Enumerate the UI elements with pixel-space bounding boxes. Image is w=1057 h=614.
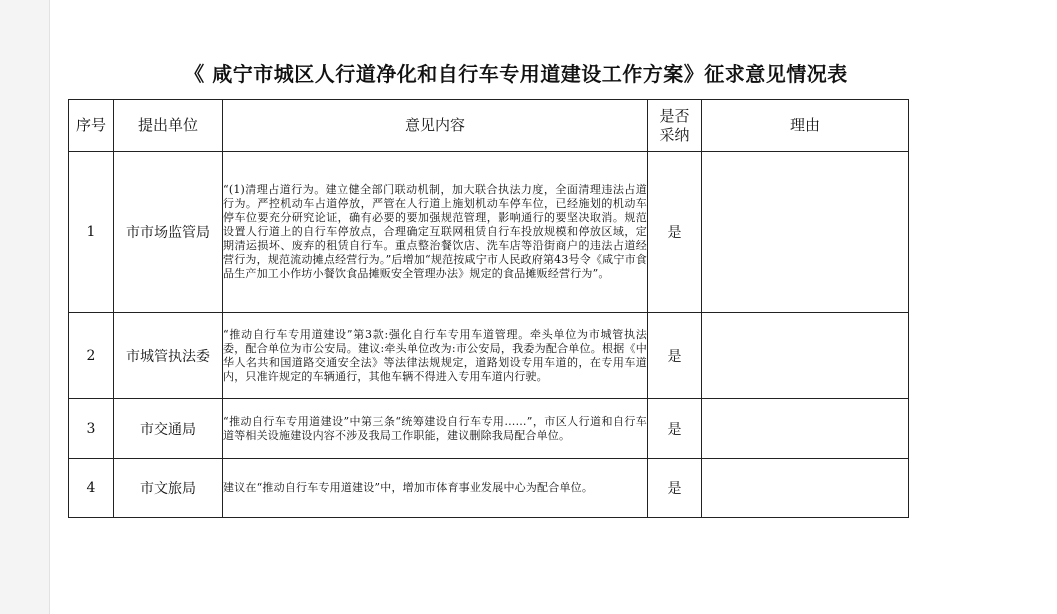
cell-unit: 市文旅局 — [114, 459, 223, 518]
header-adopted-line1: 是否 — [659, 106, 690, 125]
cell-seq: 4 — [69, 459, 114, 518]
cell-unit: 市市场监管局 — [114, 152, 223, 313]
document-title: 《 咸宁市城区人行道净化和自行车专用道建设工作方案》征求意见情况表 — [184, 62, 848, 86]
table-row — [69, 459, 909, 518]
header-content: 意见内容 — [223, 100, 648, 152]
table-row — [69, 152, 909, 313]
cell-unit: 市城管执法委 — [114, 313, 223, 399]
cell-seq: 3 — [69, 399, 114, 459]
header-adopted-line2: 采纳 — [659, 125, 690, 144]
opinions-table — [68, 99, 909, 518]
cell-reason — [702, 399, 909, 459]
cell-reason — [702, 152, 909, 313]
cell-seq: 1 — [69, 152, 114, 313]
cell-unit: 市交通局 — [114, 399, 223, 459]
cell-reason — [702, 313, 909, 399]
header-adopted — [648, 100, 702, 152]
header-unit: 提出单位 — [114, 100, 223, 152]
cell-adopted: 是 — [648, 459, 702, 518]
cell-content: 建议在“推动自行车专用道建设”中，增加市体育事业发展中心为配合单位。 — [223, 459, 648, 518]
header-seq: 序号 — [69, 100, 114, 152]
cell-adopted: 是 — [648, 399, 702, 459]
table-row — [69, 399, 909, 459]
header-reason: 理由 — [702, 100, 909, 152]
cell-adopted: 是 — [648, 313, 702, 399]
cell-adopted: 是 — [648, 152, 702, 313]
cell-content: “推动自行车专用道建设”第3款:强化自行车专用车道管理。牵头单位为市城管执法委，配合单位为市公安局。建议:牵头单位改为:市公安局，我委为配合单位。根据《中华人名共和国道路交通安全法》等法律法规规定，道路划设专用车道的，在专用车道内，只准许规定的车辆通行，其他车辆不得进入专用车道内行驶。 — [223, 313, 648, 399]
table-row — [69, 313, 909, 399]
cell-reason — [702, 459, 909, 518]
viewer-left-gutter — [0, 0, 50, 614]
cell-content: “(1)清理占道行为。建立健全部门联动机制，加大联合执法力度，全面清理违法占道行为。严控机动车占道停放，严管在人行道上施划机动车停车位，已经施划的机动车停车位要充分研究论证，确有必要的要加强规范管理，影响通行的要坚决取消。规范设置人行道上的自行车停放点，合理确定互联网租赁自行车投放规模和停放区域，定期清运损坏、废弃的租赁自行车。重点整治餐饮店、洗车店等沿街商户的违法占道经营行为，规范流动摊点经营行为。”后增加“规范按咸宁市人民政府第43号令《咸宁市食品生产加工小作坊小餐饮食品摊贩安全管理办法》规定的食品摊贩经营行为”。 — [223, 152, 648, 313]
table-header-row — [69, 100, 909, 152]
cell-content: “推动自行车专用道建设”中第三条“统筹建设自行车专用……”，市区人行道和自行车道等相关设施建设内容不涉及我局工作职能，建议删除我局配合单位。 — [223, 399, 648, 459]
cell-seq: 2 — [69, 313, 114, 399]
